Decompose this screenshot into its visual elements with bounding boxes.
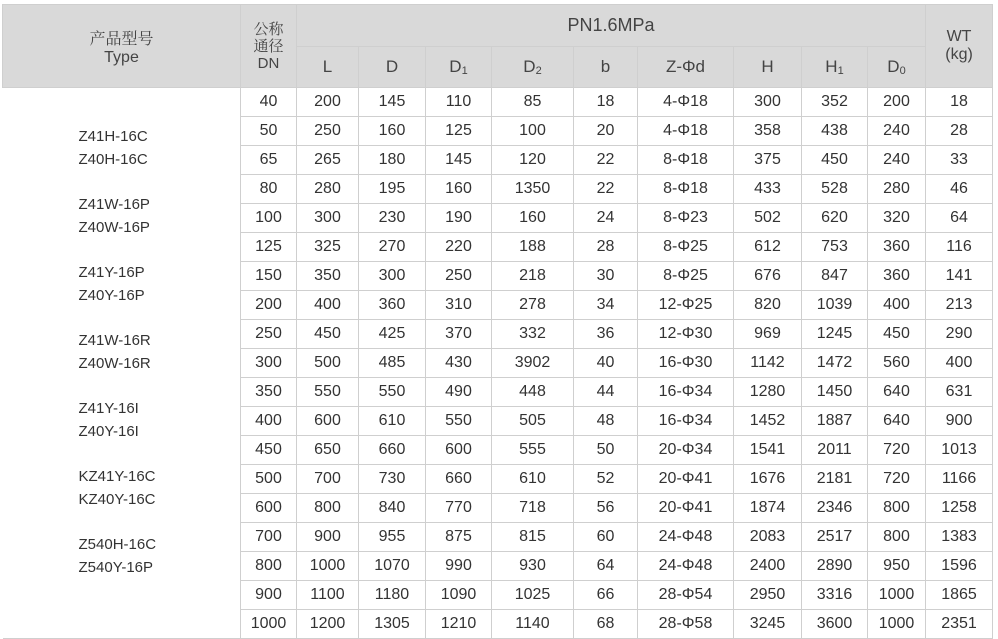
table-cell: 195 bbox=[359, 175, 426, 204]
table-cell: 2346 bbox=[802, 494, 868, 523]
table-cell: 40 bbox=[241, 88, 297, 117]
table-cell: 160 bbox=[359, 117, 426, 146]
col-D2-sub: 2 bbox=[535, 65, 542, 77]
table-cell: 20-Φ41 bbox=[638, 494, 734, 523]
col-D: D bbox=[359, 47, 426, 88]
table-cell: 610 bbox=[359, 407, 426, 436]
model-name: Z41W-16R bbox=[78, 332, 151, 349]
table-cell: 660 bbox=[426, 465, 492, 494]
table-cell: 28-Φ54 bbox=[638, 581, 734, 610]
table-cell: 815 bbox=[492, 523, 574, 552]
table-cell: 1100 bbox=[297, 581, 359, 610]
pressure-header: PN1.6MPa bbox=[297, 5, 926, 47]
table-cell: 141 bbox=[926, 262, 993, 291]
model-name: Z540Y-16P bbox=[78, 559, 154, 576]
table-cell: 1676 bbox=[734, 465, 802, 494]
table-cell: 44 bbox=[574, 378, 638, 407]
col-H1-sub: 1 bbox=[837, 65, 844, 77]
table-cell: 450 bbox=[297, 320, 359, 349]
table-cell: 990 bbox=[426, 552, 492, 581]
table-cell: 24 bbox=[574, 204, 638, 233]
table-cell: 800 bbox=[297, 494, 359, 523]
table-cell: 20-Φ34 bbox=[638, 436, 734, 465]
spec-table-body bbox=[3, 88, 993, 639]
table-cell: 1013 bbox=[926, 436, 993, 465]
table-cell: 676 bbox=[734, 262, 802, 291]
table-cell: 555 bbox=[492, 436, 574, 465]
col-D2-main: D bbox=[523, 57, 536, 76]
table-cell: 270 bbox=[359, 233, 426, 262]
table-cell: 265 bbox=[297, 146, 359, 175]
table-cell: 150 bbox=[241, 262, 297, 291]
table-cell: 290 bbox=[926, 320, 993, 349]
col-D0 bbox=[868, 47, 926, 88]
table-cell: 640 bbox=[868, 407, 926, 436]
table-cell: 900 bbox=[926, 407, 993, 436]
table-cell: 100 bbox=[492, 117, 574, 146]
table-cell: 120 bbox=[492, 146, 574, 175]
wt-header-label: WT bbox=[946, 28, 972, 45]
table-cell: 250 bbox=[241, 320, 297, 349]
col-D1 bbox=[426, 47, 492, 88]
model-name: KZ41Y-16C bbox=[78, 468, 156, 485]
table-cell: 12-Φ30 bbox=[638, 320, 734, 349]
table-cell: 1090 bbox=[426, 581, 492, 610]
col-D0-main: D bbox=[887, 57, 900, 76]
table-cell: 30 bbox=[574, 262, 638, 291]
table-cell: 52 bbox=[574, 465, 638, 494]
table-cell: 16-Φ34 bbox=[638, 378, 734, 407]
table-cell: 28-Φ58 bbox=[638, 610, 734, 639]
table-cell: 610 bbox=[492, 465, 574, 494]
table-cell: 352 bbox=[802, 88, 868, 117]
table-cell: 125 bbox=[426, 117, 492, 146]
table-cell: 116 bbox=[926, 233, 993, 262]
table-cell: 85 bbox=[492, 88, 574, 117]
table-cell: 720 bbox=[868, 436, 926, 465]
model-name: Z540H-16C bbox=[78, 536, 157, 553]
table-cell: 28 bbox=[926, 117, 993, 146]
table-cell: 12-Φ25 bbox=[638, 291, 734, 320]
table-cell: 125 bbox=[241, 233, 297, 262]
table-cell: 360 bbox=[868, 233, 926, 262]
table-cell: 213 bbox=[926, 291, 993, 320]
table-cell: 188 bbox=[492, 233, 574, 262]
table-cell: 800 bbox=[868, 523, 926, 552]
table-cell: 3600 bbox=[802, 610, 868, 639]
table-cell: 550 bbox=[297, 378, 359, 407]
table-cell: 56 bbox=[574, 494, 638, 523]
col-D0-sub: 0 bbox=[899, 65, 906, 77]
table-cell: 358 bbox=[734, 117, 802, 146]
dn-header-en: DN bbox=[257, 54, 280, 72]
table-cell: 448 bbox=[492, 378, 574, 407]
table-cell: 1350 bbox=[492, 175, 574, 204]
table-cell: 1887 bbox=[802, 407, 868, 436]
table-cell: 160 bbox=[492, 204, 574, 233]
model-name: Z40Y-16I bbox=[78, 423, 139, 440]
table-cell: 900 bbox=[241, 581, 297, 610]
table-cell: 64 bbox=[574, 552, 638, 581]
table-cell: 28 bbox=[574, 233, 638, 262]
table-cell: 875 bbox=[426, 523, 492, 552]
col-H1-main: H bbox=[825, 57, 838, 76]
table-cell: 350 bbox=[241, 378, 297, 407]
table-cell: 48 bbox=[574, 407, 638, 436]
table-cell: 700 bbox=[297, 465, 359, 494]
table-row bbox=[3, 88, 993, 117]
type-header bbox=[3, 5, 241, 88]
table-cell: 22 bbox=[574, 175, 638, 204]
table-cell: 80 bbox=[241, 175, 297, 204]
model-name: Z40Y-16P bbox=[78, 287, 145, 304]
table-cell: 620 bbox=[802, 204, 868, 233]
table-cell: 220 bbox=[426, 233, 492, 262]
type-header-en: Type bbox=[104, 48, 139, 66]
table-cell: 502 bbox=[734, 204, 802, 233]
table-cell: 4-Φ18 bbox=[638, 117, 734, 146]
table-cell: 425 bbox=[359, 320, 426, 349]
model-name: Z40W-16R bbox=[78, 355, 151, 372]
model-group bbox=[79, 533, 241, 601]
table-cell: 1039 bbox=[802, 291, 868, 320]
table-cell: 1383 bbox=[926, 523, 993, 552]
table-cell: 800 bbox=[868, 494, 926, 523]
model-group bbox=[79, 261, 241, 329]
table-cell: 1210 bbox=[426, 610, 492, 639]
table-cell: 400 bbox=[241, 407, 297, 436]
table-cell: 550 bbox=[426, 407, 492, 436]
table-cell: 18 bbox=[574, 88, 638, 117]
table-cell: 2890 bbox=[802, 552, 868, 581]
type-header-cn: 产品型号 bbox=[89, 30, 154, 48]
table-cell: 450 bbox=[241, 436, 297, 465]
table-cell: 8-Φ18 bbox=[638, 175, 734, 204]
table-cell: 60 bbox=[574, 523, 638, 552]
table-cell: 65 bbox=[241, 146, 297, 175]
table-cell: 770 bbox=[426, 494, 492, 523]
model-group bbox=[79, 125, 241, 193]
table-cell: 2181 bbox=[802, 465, 868, 494]
table-cell: 200 bbox=[868, 88, 926, 117]
table-cell: 230 bbox=[359, 204, 426, 233]
table-cell: 240 bbox=[868, 117, 926, 146]
table-cell: 500 bbox=[241, 465, 297, 494]
table-cell: 847 bbox=[802, 262, 868, 291]
table-cell: 300 bbox=[241, 349, 297, 378]
table-cell: 500 bbox=[297, 349, 359, 378]
table-cell: 20-Φ41 bbox=[638, 465, 734, 494]
table-cell: 400 bbox=[868, 291, 926, 320]
table-cell: 40 bbox=[574, 349, 638, 378]
wt-header bbox=[926, 5, 993, 88]
table-cell: 280 bbox=[868, 175, 926, 204]
table-cell: 430 bbox=[426, 349, 492, 378]
table-cell: 2011 bbox=[802, 436, 868, 465]
model-name: Z41W-16P bbox=[78, 196, 150, 213]
col-Zd: Z-Φd bbox=[638, 47, 734, 88]
model-cell bbox=[3, 88, 241, 639]
col-b: b bbox=[574, 47, 638, 88]
table-cell: 660 bbox=[359, 436, 426, 465]
table-cell: 2950 bbox=[734, 581, 802, 610]
table-cell: 64 bbox=[926, 204, 993, 233]
table-cell: 950 bbox=[868, 552, 926, 581]
table-cell: 490 bbox=[426, 378, 492, 407]
table-cell: 18 bbox=[926, 88, 993, 117]
table-cell: 24-Φ48 bbox=[638, 552, 734, 581]
table-cell: 450 bbox=[802, 146, 868, 175]
table-cell: 1450 bbox=[802, 378, 868, 407]
table-cell: 24-Φ48 bbox=[638, 523, 734, 552]
table-cell: 8-Φ18 bbox=[638, 146, 734, 175]
table-cell: 505 bbox=[492, 407, 574, 436]
table-cell: 2351 bbox=[926, 610, 993, 639]
table-cell: 900 bbox=[297, 523, 359, 552]
table-cell: 1596 bbox=[926, 552, 993, 581]
table-cell: 631 bbox=[926, 378, 993, 407]
table-cell: 1865 bbox=[926, 581, 993, 610]
table-cell: 1245 bbox=[802, 320, 868, 349]
table-cell: 600 bbox=[241, 494, 297, 523]
table-cell: 16-Φ30 bbox=[638, 349, 734, 378]
table-cell: 2083 bbox=[734, 523, 802, 552]
table-cell: 300 bbox=[359, 262, 426, 291]
table-cell: 300 bbox=[734, 88, 802, 117]
table-cell: 68 bbox=[574, 610, 638, 639]
table-cell: 438 bbox=[802, 117, 868, 146]
model-name: Z41Y-16I bbox=[78, 400, 139, 417]
table-cell: 1180 bbox=[359, 581, 426, 610]
wt-header-unit: (kg) bbox=[945, 46, 973, 63]
table-cell: 8-Φ25 bbox=[638, 262, 734, 291]
table-cell: 145 bbox=[426, 146, 492, 175]
table-cell: 1472 bbox=[802, 349, 868, 378]
table-cell: 250 bbox=[426, 262, 492, 291]
table-cell: 1541 bbox=[734, 436, 802, 465]
table-cell: 930 bbox=[492, 552, 574, 581]
table-cell: 650 bbox=[297, 436, 359, 465]
table-cell: 310 bbox=[426, 291, 492, 320]
table-cell: 720 bbox=[868, 465, 926, 494]
table-cell: 1305 bbox=[359, 610, 426, 639]
table-cell: 145 bbox=[359, 88, 426, 117]
model-name: Z40H-16C bbox=[78, 151, 148, 168]
model-name: Z40W-16P bbox=[78, 219, 150, 236]
table-cell: 560 bbox=[868, 349, 926, 378]
table-cell: 1025 bbox=[492, 581, 574, 610]
table-cell: 160 bbox=[426, 175, 492, 204]
table-cell: 718 bbox=[492, 494, 574, 523]
table-cell: 190 bbox=[426, 204, 492, 233]
table-cell: 320 bbox=[868, 204, 926, 233]
table-cell: 50 bbox=[574, 436, 638, 465]
table-cell: 600 bbox=[426, 436, 492, 465]
table-cell: 22 bbox=[574, 146, 638, 175]
table-cell: 360 bbox=[359, 291, 426, 320]
table-cell: 110 bbox=[426, 88, 492, 117]
table-cell: 240 bbox=[868, 146, 926, 175]
dn-header-cn-1: 公称 bbox=[253, 20, 284, 38]
dn-header bbox=[241, 5, 297, 88]
table-cell: 433 bbox=[734, 175, 802, 204]
table-cell: 8-Φ23 bbox=[638, 204, 734, 233]
table-cell: 969 bbox=[734, 320, 802, 349]
table-cell: 528 bbox=[802, 175, 868, 204]
table-cell: 1000 bbox=[297, 552, 359, 581]
table-cell: 2400 bbox=[734, 552, 802, 581]
table-cell: 1070 bbox=[359, 552, 426, 581]
model-group bbox=[79, 465, 241, 533]
table-cell: 3245 bbox=[734, 610, 802, 639]
table-cell: 1452 bbox=[734, 407, 802, 436]
col-H: H bbox=[734, 47, 802, 88]
table-cell: 2517 bbox=[802, 523, 868, 552]
model-group bbox=[79, 329, 241, 397]
table-cell: 840 bbox=[359, 494, 426, 523]
table-cell: 46 bbox=[926, 175, 993, 204]
table-cell: 3902 bbox=[492, 349, 574, 378]
table-cell: 955 bbox=[359, 523, 426, 552]
table-cell: 600 bbox=[297, 407, 359, 436]
table-cell: 280 bbox=[297, 175, 359, 204]
table-cell: 450 bbox=[868, 320, 926, 349]
table-cell: 1000 bbox=[868, 581, 926, 610]
spec-table bbox=[2, 4, 993, 639]
table-cell: 218 bbox=[492, 262, 574, 291]
table-cell: 4-Φ18 bbox=[638, 88, 734, 117]
table-cell: 1000 bbox=[868, 610, 926, 639]
col-D2 bbox=[492, 47, 574, 88]
table-cell: 1280 bbox=[734, 378, 802, 407]
table-cell: 66 bbox=[574, 581, 638, 610]
table-cell: 550 bbox=[359, 378, 426, 407]
col-L: L bbox=[297, 47, 359, 88]
table-cell: 100 bbox=[241, 204, 297, 233]
table-cell: 800 bbox=[241, 552, 297, 581]
table-cell: 612 bbox=[734, 233, 802, 262]
table-cell: 1874 bbox=[734, 494, 802, 523]
table-cell: 50 bbox=[241, 117, 297, 146]
table-cell: 36 bbox=[574, 320, 638, 349]
table-cell: 332 bbox=[492, 320, 574, 349]
model-name: Z41Y-16P bbox=[78, 264, 145, 281]
table-cell: 278 bbox=[492, 291, 574, 320]
table-cell: 1166 bbox=[926, 465, 993, 494]
table-cell: 1140 bbox=[492, 610, 574, 639]
col-D1-main: D bbox=[449, 57, 462, 76]
table-cell: 300 bbox=[297, 204, 359, 233]
table-cell: 400 bbox=[297, 291, 359, 320]
table-cell: 325 bbox=[297, 233, 359, 262]
table-cell: 1258 bbox=[926, 494, 993, 523]
table-cell: 200 bbox=[241, 291, 297, 320]
table-cell: 820 bbox=[734, 291, 802, 320]
table-cell: 375 bbox=[734, 146, 802, 175]
table-cell: 20 bbox=[574, 117, 638, 146]
table-cell: 34 bbox=[574, 291, 638, 320]
model-group bbox=[79, 193, 241, 261]
col-D1-sub: 1 bbox=[461, 65, 468, 77]
table-cell: 3316 bbox=[802, 581, 868, 610]
table-cell: 700 bbox=[241, 523, 297, 552]
col-H1 bbox=[802, 47, 868, 88]
table-cell: 200 bbox=[297, 88, 359, 117]
dn-header-cn-2: 通径 bbox=[253, 37, 284, 55]
table-cell: 753 bbox=[802, 233, 868, 262]
model-name: Z41H-16C bbox=[78, 128, 148, 145]
table-cell: 250 bbox=[297, 117, 359, 146]
table-cell: 400 bbox=[926, 349, 993, 378]
table-cell: 370 bbox=[426, 320, 492, 349]
table-cell: 1000 bbox=[241, 610, 297, 639]
table-cell: 33 bbox=[926, 146, 993, 175]
model-group bbox=[79, 397, 241, 465]
model-name: KZ40Y-16C bbox=[78, 491, 156, 508]
table-cell: 485 bbox=[359, 349, 426, 378]
table-cell: 350 bbox=[297, 262, 359, 291]
table-cell: 730 bbox=[359, 465, 426, 494]
table-cell: 360 bbox=[868, 262, 926, 291]
table-cell: 1200 bbox=[297, 610, 359, 639]
table-cell: 8-Φ25 bbox=[638, 233, 734, 262]
table-cell: 640 bbox=[868, 378, 926, 407]
table-cell: 16-Φ34 bbox=[638, 407, 734, 436]
table-cell: 180 bbox=[359, 146, 426, 175]
table-cell: 1142 bbox=[734, 349, 802, 378]
